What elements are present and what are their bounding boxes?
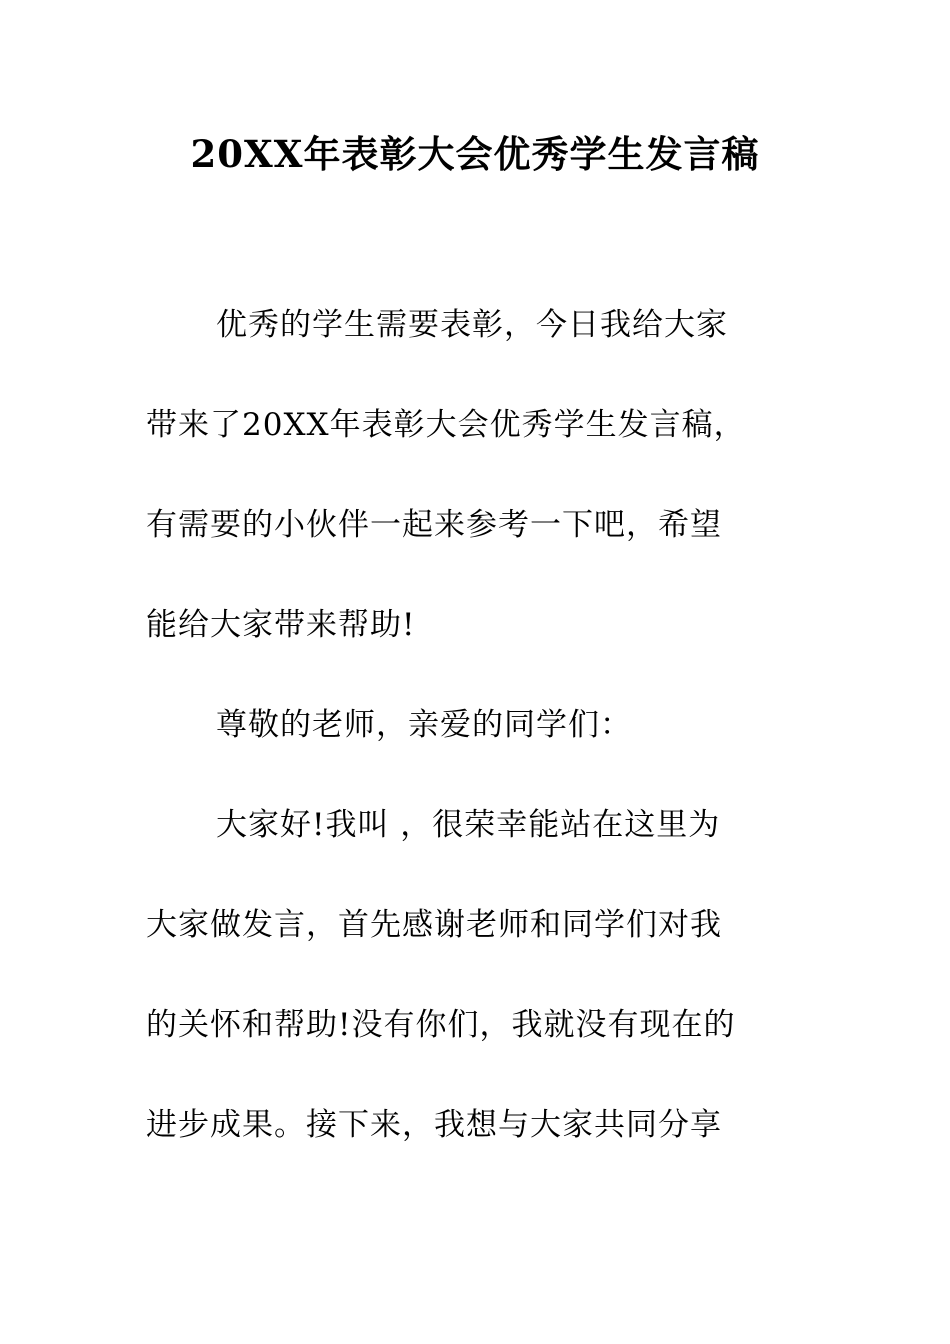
paragraph-line: 的关怀和帮助!没有你们，我就没有现在的	[146, 1007, 736, 1043]
paragraph-line: 大家好!我叫 ，很荣幸能站在这里为	[216, 807, 721, 843]
paragraph-line: 带来了20XX年表彰大会优秀学生发言稿，	[146, 407, 746, 443]
paragraph-line: 优秀的学生需要表彰，今日我给大家	[216, 307, 728, 343]
paragraph-line: 大家做发言，首先感谢老师和同学们对我	[146, 907, 722, 943]
paragraph-line: 进步成果。接下来，我想与大家共同分享	[146, 1107, 722, 1143]
salutation-line: 尊敬的老师，亲爱的同学们：	[216, 707, 632, 743]
paragraph-line: 有需要的小伙伴一起来参考一下吧，希望	[146, 507, 722, 543]
document-title: 20XX年表彰大会优秀学生发言稿	[190, 132, 760, 176]
paragraph-line: 能给大家带来帮助!	[146, 607, 416, 643]
